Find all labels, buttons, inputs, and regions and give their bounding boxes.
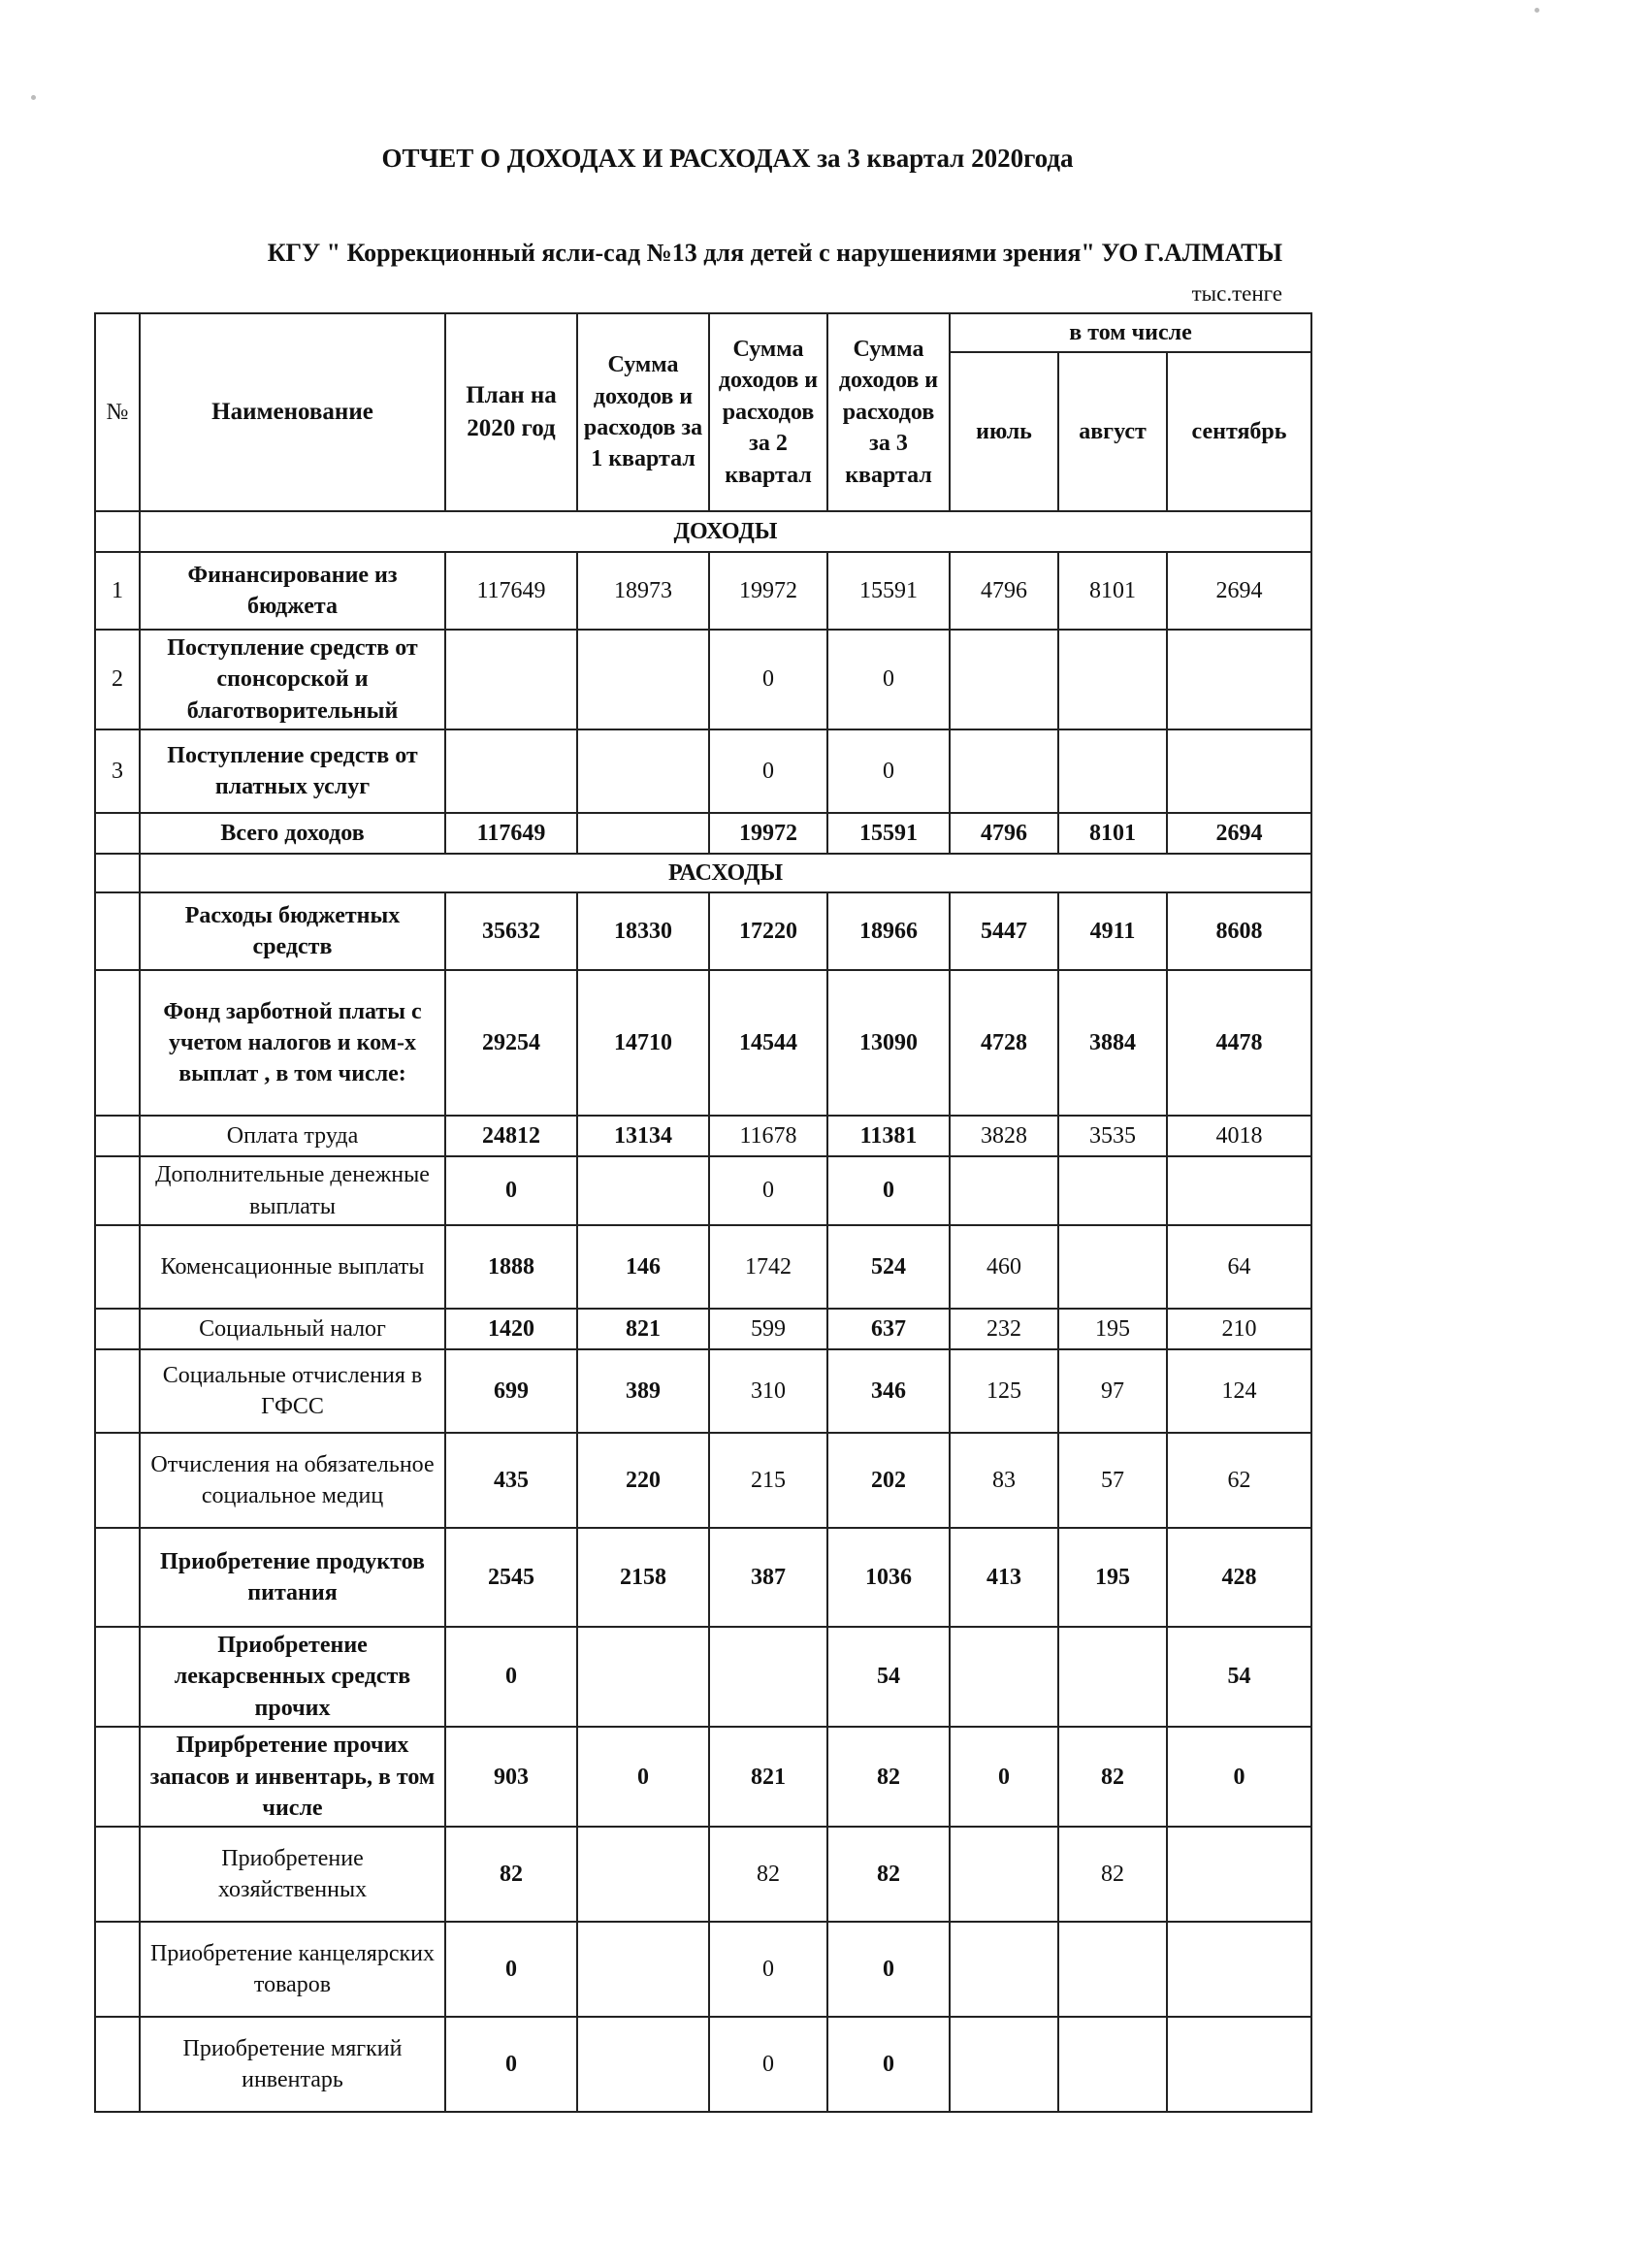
row-name: Социальный налог (140, 1309, 445, 1349)
cell-q1: 821 (577, 1309, 709, 1349)
cell-plan: 1888 (445, 1225, 577, 1309)
header-q1: Сумма доходов и расходов за 1 квартал (577, 313, 709, 511)
cell-jul: 4728 (950, 970, 1058, 1116)
cell-aug (1058, 1225, 1167, 1309)
row-number: 1 (95, 552, 140, 630)
cell-q1: 389 (577, 1349, 709, 1433)
cell-q3: 11381 (827, 1116, 950, 1156)
cell-sep: 54 (1167, 1627, 1311, 1727)
header-name: Наименование (140, 313, 445, 511)
header-plan: План на 2020 год (445, 313, 577, 511)
cell-q3: 82 (827, 1727, 950, 1827)
cell-q2 (709, 1627, 827, 1727)
cell-plan: 117649 (445, 813, 577, 854)
cell-plan: 29254 (445, 970, 577, 1116)
cell-q2: 215 (709, 1433, 827, 1528)
row-number (95, 892, 140, 970)
cell-q3: 0 (827, 1922, 950, 2017)
cell-q3: 15591 (827, 813, 950, 854)
header-q2: Сумма доходов и расходов за 2 квартал (709, 313, 827, 511)
report-title: ОТЧЕТ О ДОХОДАХ И РАСХОДАХ за 3 квартал 2020года (381, 144, 1074, 173)
row-number (95, 1349, 140, 1433)
expense-row (95, 1349, 1311, 1433)
row-name: Дополнительные денежные выплаты (140, 1156, 445, 1225)
cell-q2: 821 (709, 1727, 827, 1827)
row-number (95, 1225, 140, 1309)
cell-q1 (577, 1627, 709, 1727)
cell-q1 (577, 1156, 709, 1225)
cell-sep (1167, 1156, 1311, 1225)
cell-sep (1167, 630, 1311, 729)
cell-jul: 0 (950, 1727, 1058, 1827)
cell-q2: 387 (709, 1528, 827, 1627)
expense-row (95, 1225, 1311, 1309)
row-name: Поступление средств от платных услуг (140, 729, 445, 813)
row-name: Поступление средств от спонсорской и благотворительный (140, 630, 445, 729)
header-including: в том числе (950, 313, 1311, 352)
cell-aug: 82 (1058, 1827, 1167, 1922)
cell-aug: 82 (1058, 1727, 1167, 1827)
expense-row (95, 1827, 1311, 1922)
header-number: № (95, 313, 140, 511)
section-expense: РАСХОДЫ (140, 854, 1311, 892)
income-row (95, 813, 1311, 854)
cell-q2: 599 (709, 1309, 827, 1349)
row-number (95, 1528, 140, 1627)
cell-q3: 82 (827, 1827, 950, 1922)
row-name: Фонд зарботной платы с учетом налогов и ком-х выплат , в том числе: (140, 970, 445, 1116)
cell-q1: 13134 (577, 1116, 709, 1156)
expense-row (95, 1116, 1311, 1156)
cell-q1: 2158 (577, 1528, 709, 1627)
row-name: Приобретение продуктов питания (140, 1528, 445, 1627)
cell-q1 (577, 1922, 709, 2017)
header-august: август (1058, 352, 1167, 511)
row-name: Расходы бюджетных средств (140, 892, 445, 970)
cell-jul: 4796 (950, 813, 1058, 854)
cell-plan: 435 (445, 1433, 577, 1528)
row-number (95, 1827, 140, 1922)
cell-q3: 13090 (827, 970, 950, 1116)
report-table (94, 312, 1312, 2113)
cell-aug (1058, 630, 1167, 729)
cell-jul: 5447 (950, 892, 1058, 970)
cell-sep (1167, 729, 1311, 813)
cell-q3: 202 (827, 1433, 950, 1528)
cell-q2: 0 (709, 2017, 827, 2112)
expense-row (95, 1309, 1311, 1349)
row-number (95, 970, 140, 1116)
cell-aug (1058, 729, 1167, 813)
expense-row (95, 1922, 1311, 2017)
row-number (95, 1627, 140, 1727)
cell-sep (1167, 1827, 1311, 1922)
cell-plan: 1420 (445, 1309, 577, 1349)
organization-name-text: КГУ " Коррекционный ясли-сад №13 для детей с нарушениями зрения" УО Г.АЛМАТЫ (267, 239, 1282, 267)
cell-sep: 64 (1167, 1225, 1311, 1309)
cell-jul (950, 1922, 1058, 2017)
scan-speck (1535, 8, 1539, 13)
row-number (95, 1116, 140, 1156)
cell-jul (950, 1156, 1058, 1225)
cell-aug: 3535 (1058, 1116, 1167, 1156)
cell-jul: 3828 (950, 1116, 1058, 1156)
cell-q1: 14710 (577, 970, 709, 1116)
expense-row (95, 1156, 1311, 1225)
cell-q1: 18330 (577, 892, 709, 970)
cell-plan: 35632 (445, 892, 577, 970)
cell-plan: 117649 (445, 552, 577, 630)
row-name: Социальные отчисления в ГФСС (140, 1349, 445, 1433)
cell-aug (1058, 1922, 1167, 2017)
expense-row (95, 1627, 1311, 1727)
cell-sep: 2694 (1167, 813, 1311, 854)
expense-row (95, 1727, 1311, 1827)
cell-q2: 82 (709, 1827, 827, 1922)
income-row (95, 729, 1311, 813)
cell-aug: 8101 (1058, 813, 1167, 854)
cell-q1 (577, 729, 709, 813)
cell-plan: 24812 (445, 1116, 577, 1156)
cell-jul (950, 729, 1058, 813)
cell-q1: 0 (577, 1727, 709, 1827)
cell-plan: 2545 (445, 1528, 577, 1627)
header-september: сентябрь (1167, 352, 1311, 511)
cell-jul: 4796 (950, 552, 1058, 630)
row-name: Всего доходов (140, 813, 445, 854)
cell-q2: 19972 (709, 552, 827, 630)
cell-sep: 2694 (1167, 552, 1311, 630)
header-q3: Сумма доходов и расходов за 3 квартал (827, 313, 950, 511)
cell-q1 (577, 630, 709, 729)
row-number (95, 2017, 140, 2112)
row-number (95, 1922, 140, 2017)
cell-jul (950, 630, 1058, 729)
cell-sep: 4018 (1167, 1116, 1311, 1156)
cell-sep: 8608 (1167, 892, 1311, 970)
cell-jul (950, 2017, 1058, 2112)
cell-aug: 195 (1058, 1528, 1167, 1627)
cell-q2: 14544 (709, 970, 827, 1116)
scan-speck (31, 95, 36, 100)
income-row (95, 552, 1311, 630)
row-number (95, 1727, 140, 1827)
row-number (95, 1433, 140, 1528)
cell-plan: 0 (445, 2017, 577, 2112)
row-name: Приобретение мягкий инвентарь (140, 2017, 445, 2112)
cell-q2: 1742 (709, 1225, 827, 1309)
cell-q2: 0 (709, 1922, 827, 2017)
cell-aug: 8101 (1058, 552, 1167, 630)
cell-q1 (577, 2017, 709, 2112)
cell-jul: 125 (950, 1349, 1058, 1433)
cell-q3: 346 (827, 1349, 950, 1433)
cell-plan: 0 (445, 1627, 577, 1727)
cell-q2: 11678 (709, 1116, 827, 1156)
row-number (95, 1309, 140, 1349)
cell-q3: 0 (827, 729, 950, 813)
cell-q1 (577, 1827, 709, 1922)
cell-q2: 17220 (709, 892, 827, 970)
row-name: Приобретение канцелярских товаров (140, 1922, 445, 2017)
row-name: Приобретение лекарсвенных средств прочих (140, 1627, 445, 1727)
cell-sep: 210 (1167, 1309, 1311, 1349)
cell-sep: 62 (1167, 1433, 1311, 1528)
cell-plan: 0 (445, 1156, 577, 1225)
cell-q2: 0 (709, 630, 827, 729)
cell-q1: 220 (577, 1433, 709, 1528)
row-name: Финансирование из бюджета (140, 552, 445, 630)
cell-jul: 232 (950, 1309, 1058, 1349)
cell-jul: 413 (950, 1528, 1058, 1627)
cell-sep: 124 (1167, 1349, 1311, 1433)
cell-q3: 0 (827, 2017, 950, 2112)
cell-plan: 903 (445, 1727, 577, 1827)
cell-plan: 82 (445, 1827, 577, 1922)
cell-q3: 18966 (827, 892, 950, 970)
cell-aug: 97 (1058, 1349, 1167, 1433)
cell-aug: 3884 (1058, 970, 1167, 1116)
cell-q2: 0 (709, 1156, 827, 1225)
row-number: 2 (95, 630, 140, 729)
cell-plan (445, 630, 577, 729)
expense-row (95, 2017, 1311, 2112)
cell-plan: 699 (445, 1349, 577, 1433)
cell-jul (950, 1827, 1058, 1922)
header-july: июль (950, 352, 1058, 511)
cell-sep: 0 (1167, 1727, 1311, 1827)
cell-aug (1058, 1156, 1167, 1225)
cell-q3: 637 (827, 1309, 950, 1349)
cell-q2: 19972 (709, 813, 827, 854)
cell-q3: 0 (827, 1156, 950, 1225)
cell-aug: 57 (1058, 1433, 1167, 1528)
cell-q3: 0 (827, 630, 950, 729)
income-row (95, 630, 1311, 729)
cell-q3: 54 (827, 1627, 950, 1727)
row-number: 3 (95, 729, 140, 813)
units-label: тыс.тенге (1191, 281, 1282, 306)
cell-sep: 4478 (1167, 970, 1311, 1116)
cell-q3: 524 (827, 1225, 950, 1309)
cell-aug: 195 (1058, 1309, 1167, 1349)
section-spacer (95, 511, 140, 552)
section-spacer (95, 854, 140, 892)
row-number (95, 1156, 140, 1225)
section-income: ДОХОДЫ (140, 511, 1311, 552)
cell-aug: 4911 (1058, 892, 1167, 970)
cell-q1 (577, 813, 709, 854)
cell-q2: 0 (709, 729, 827, 813)
row-name: Коменсационные выплаты (140, 1225, 445, 1309)
cell-sep (1167, 1922, 1311, 2017)
expense-row (95, 970, 1311, 1116)
cell-plan (445, 729, 577, 813)
row-number (95, 813, 140, 854)
cell-q2: 310 (709, 1349, 827, 1433)
cell-aug (1058, 2017, 1167, 2112)
row-name: Оплата труда (140, 1116, 445, 1156)
expense-row (95, 892, 1311, 970)
cell-aug (1058, 1627, 1167, 1727)
cell-sep: 428 (1167, 1528, 1311, 1627)
cell-q1: 18973 (577, 552, 709, 630)
expense-row (95, 1528, 1311, 1627)
row-name: Приобретение хозяйственных (140, 1827, 445, 1922)
cell-jul: 460 (950, 1225, 1058, 1309)
cell-jul (950, 1627, 1058, 1727)
row-name: Отчисления на обязательное социальное медиц (140, 1433, 445, 1528)
cell-q3: 1036 (827, 1528, 950, 1627)
cell-plan: 0 (445, 1922, 577, 2017)
report-body (95, 511, 1311, 2112)
cell-sep (1167, 2017, 1311, 2112)
cell-jul: 83 (950, 1433, 1058, 1528)
expense-row (95, 1433, 1311, 1528)
row-name: Прирбретение прочих запасов и инвентарь, в том числе (140, 1727, 445, 1827)
cell-q3: 15591 (827, 552, 950, 630)
cell-q1: 146 (577, 1225, 709, 1309)
